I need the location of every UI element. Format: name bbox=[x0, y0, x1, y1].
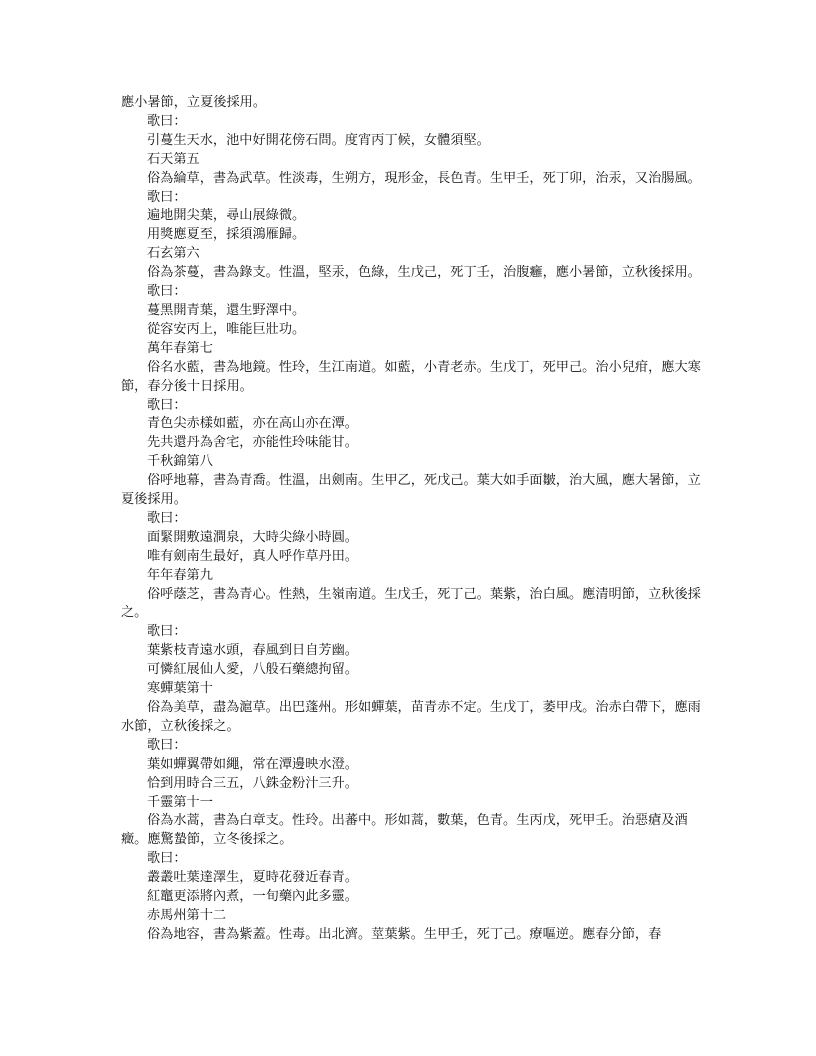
text-line: 紅竈更添將內煮，一旬藥內此多靈。 bbox=[147, 889, 358, 905]
text-line: 歌曰： bbox=[147, 113, 187, 129]
text-line: 歌曰： bbox=[147, 737, 187, 753]
text-line: 用獎應夏至，採須鴻雁歸。 bbox=[147, 227, 306, 243]
text-line: 千靈第十一 bbox=[147, 794, 213, 810]
document-page bbox=[121, 94, 701, 945]
paragraph: 俗為茶蔓，書為錄支。性溫，堅汞，色綠，生戊己，死丁壬，治腹癰，應小暑節，立秋後採用。 bbox=[147, 265, 701, 281]
text-line: 葉紫枝青遠水頭，春風到日自芳幽。 bbox=[147, 643, 358, 659]
text-line: 寒蟬葉第十 bbox=[147, 681, 213, 697]
text-line: 歌曰： bbox=[147, 851, 187, 867]
text-line: 青色尖赤樣如藍，亦在高山亦在潭。 bbox=[147, 416, 358, 432]
text-line: 先共還丹為舍宅，亦能性玲味能甘。 bbox=[147, 435, 358, 451]
text-line: 應小暑節，立夏後採用。 bbox=[121, 95, 267, 110]
paragraph: 俗為綸草，書為武草。性淡毒，生朔方，現形金，長色青。生甲壬，死丁卯，治汞，又治腸風。 bbox=[147, 170, 701, 186]
text-line: 歌曰： bbox=[147, 189, 187, 205]
text-line: 恰到用時合三五，八銖金粉汁三升。 bbox=[147, 775, 358, 791]
text-line: 萬年春第七 bbox=[147, 340, 213, 356]
text-line: 從容安丙上，唯能巨壯功。 bbox=[147, 321, 306, 337]
text-line: 歌曰： bbox=[147, 397, 187, 413]
text-line: 引蔓生天水，池中好開花傍石問。度宵丙丁候，女體須堅。 bbox=[147, 132, 490, 148]
text-line: 叢叢吐葉達澤生，夏時花發近春青。 bbox=[147, 870, 358, 886]
text-line: 唯有劍南生最好，真人呼作草丹田。 bbox=[147, 548, 358, 564]
text-line: 面緊開敷遠澗泉，大時尖綠小時圓。 bbox=[147, 529, 358, 545]
paragraph: 俗為美草，盡為滬草。出巴蓬州。形如蟬葉，苗青赤不定。生戊丁，萎甲戌。治赤白帶下，應雨水節，立秋後採之。 bbox=[121, 700, 701, 734]
paragraph: 俗為水蒿，書為白章支。性玲。出蕃中。形如蒿，數葉，色青。生丙戊，死甲壬。治惡瘡及酒癥。應驚蟄節，立冬後採之。 bbox=[121, 813, 688, 848]
text-line: 千秋錦第八 bbox=[147, 454, 213, 470]
text-line: 年年春第九 bbox=[147, 567, 213, 583]
text-line: 石天第五 bbox=[147, 151, 200, 167]
text-line: 石玄第六 bbox=[147, 246, 200, 262]
text-line: 葉如蟬翼帶如繩，常在潭邊映水澄。 bbox=[147, 756, 358, 772]
text-line: 歌曰： bbox=[147, 284, 187, 300]
paragraph: 俗呼蔭芝，書為青心。性熱，生嶺南道。生戊壬，死丁己。葉紫，治白風。應清明節，立秋後採之。 bbox=[121, 586, 701, 621]
text-line: 赤馬州第十二 bbox=[147, 907, 227, 923]
paragraph: 俗呼地幕，書為青喬。性溫，出劍南。生甲乙，死戊己。葉大如手面皺，治大風，應大暑節，立夏後採用。 bbox=[121, 473, 701, 508]
text-line: 歌曰： bbox=[147, 510, 187, 526]
text-line: 可憐紅展仙人愛，八般石藥總拘留。 bbox=[147, 662, 358, 678]
paragraph: 俗為地容，書為紫蓋。性毒。出北濟。莖葉紫。生甲壬，死丁己。療嘔逆。應春分節，春 bbox=[147, 926, 662, 942]
text-line: 遍地開尖葉，尋山展綠微。 bbox=[147, 208, 306, 224]
text-line: 歌曰： bbox=[147, 624, 187, 640]
paragraph: 俗名水藍，書為地鏡。性玲，生江南道。如藍，小青老赤。生戊丁，死甲己。治小兒疳，應大寒節，春分後十日採用。 bbox=[121, 359, 701, 394]
text-line: 蔓黑開青葉，還生野澤中。 bbox=[147, 302, 306, 318]
